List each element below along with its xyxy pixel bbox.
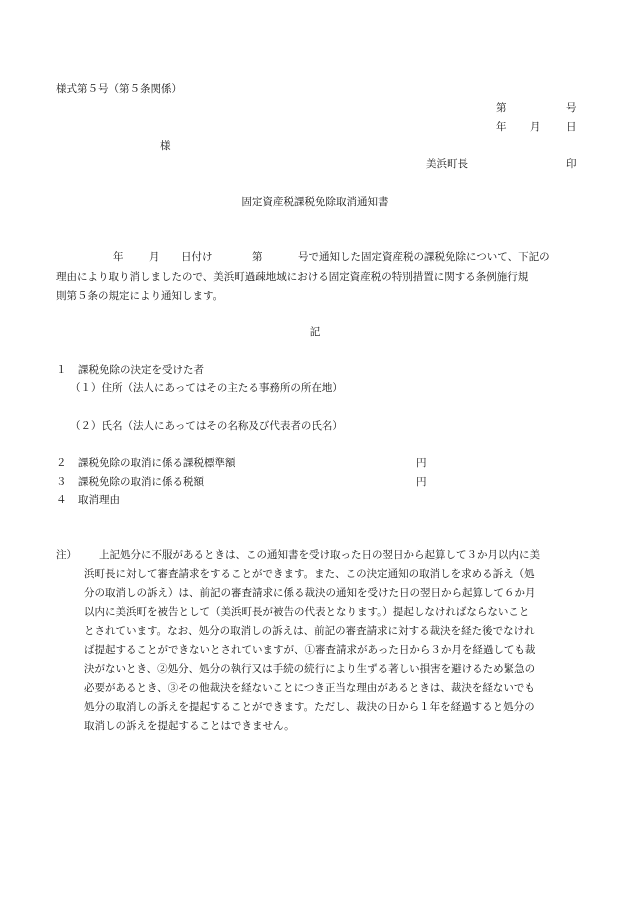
note-line: 分の取消しの訴え）は、前記の審査請求に係る裁決の通知を受けた日の翌日から起算して６か月 bbox=[84, 587, 536, 599]
note-line: ば提起することができないとされていますが、①審査請求があった日から３か月を経過しても裁 bbox=[84, 644, 536, 656]
issuer-name: 美浜町長 bbox=[426, 158, 468, 170]
seal-mark: 印 bbox=[566, 158, 577, 170]
intro-dated: 日付け bbox=[181, 251, 213, 263]
intro-line-2: 理由により取り消しましたので、美浜町過疎地域における固定資産税の特別措置に関する条例施行規 bbox=[56, 271, 529, 283]
item-text: 課税免除の取消に係る課税標準額 bbox=[78, 457, 236, 469]
intro-line-3: 則第５条の規定により通知します。 bbox=[56, 290, 224, 302]
date-day: 日 bbox=[566, 121, 577, 133]
item-unit: 円 bbox=[416, 457, 427, 469]
document-title: 固定資産税課税免除取消通知書 bbox=[241, 196, 389, 208]
item-text: 課税免除の取消に係る税額 bbox=[78, 476, 204, 488]
item-number: １ bbox=[56, 364, 67, 376]
note-line: 上記処分に不服があるときは、この通知書を受け取った日の翌日から起算して３か月以内に美 bbox=[99, 549, 540, 561]
sub-item-address: （１）住所（法人にあってはその主たる事務所の所在地） bbox=[70, 382, 343, 394]
ki-heading: 記 bbox=[309, 326, 321, 338]
intro-line-1 bbox=[56, 250, 576, 266]
note-line: 処分の取消しの訴えを提起することができます。ただし、裁決の日から１年を経過すると処分の bbox=[84, 701, 535, 713]
notice-number-suffix: 号 bbox=[566, 102, 577, 114]
note-line: 取消しの訴えを提起することはできません。 bbox=[84, 720, 295, 732]
note-label: 注） bbox=[56, 549, 77, 561]
note-line: 必要があるとき、③その他裁決を経ないことにつき正当な理由があるときは、裁決を経ないでも bbox=[84, 682, 535, 694]
item-number: ２ bbox=[56, 457, 67, 469]
addressee-suffix: 様 bbox=[160, 140, 171, 152]
item-text: 課税免除の決定を受けた者 bbox=[78, 364, 204, 376]
intro-month: 月 bbox=[149, 251, 160, 263]
item-number: ４ bbox=[56, 494, 67, 506]
item-unit: 円 bbox=[416, 476, 427, 488]
date-year: 年 bbox=[496, 121, 507, 133]
note-line: 決がないとき、②処分、処分の執行又は手続の続行により生ずる著しい損害を避けるため緊急の bbox=[84, 663, 536, 675]
note-line: 以内に美浜町を被告として（美浜町長が被告の代表となります。）提起しなければならないこと bbox=[84, 606, 530, 618]
date-month: 月 bbox=[530, 121, 541, 133]
notice-number-prefix: 第 bbox=[496, 102, 507, 114]
intro-year: 年 bbox=[113, 251, 124, 263]
intro-line-1-rest: 号で通知した固定資産税の課税免除について、下記の bbox=[298, 251, 550, 263]
sub-item-name: （２）氏名（法人にあってはその名称及び代表者の氏名） bbox=[70, 420, 343, 432]
note-line: 浜町長に対して審査請求をすることができます。また、この決定通知の取消しを求める訴え（処 bbox=[84, 568, 535, 580]
item-text: 取消理由 bbox=[78, 494, 120, 506]
item-number: ３ bbox=[56, 476, 67, 488]
form-label: 様式第５号（第５条関係） bbox=[56, 83, 182, 95]
note-line: とされています。なお、処分の取消しの訴えは、前記の審査請求に対する裁決を経た後でなけれ bbox=[84, 625, 535, 637]
intro-number-prefix: 第 bbox=[252, 251, 263, 263]
